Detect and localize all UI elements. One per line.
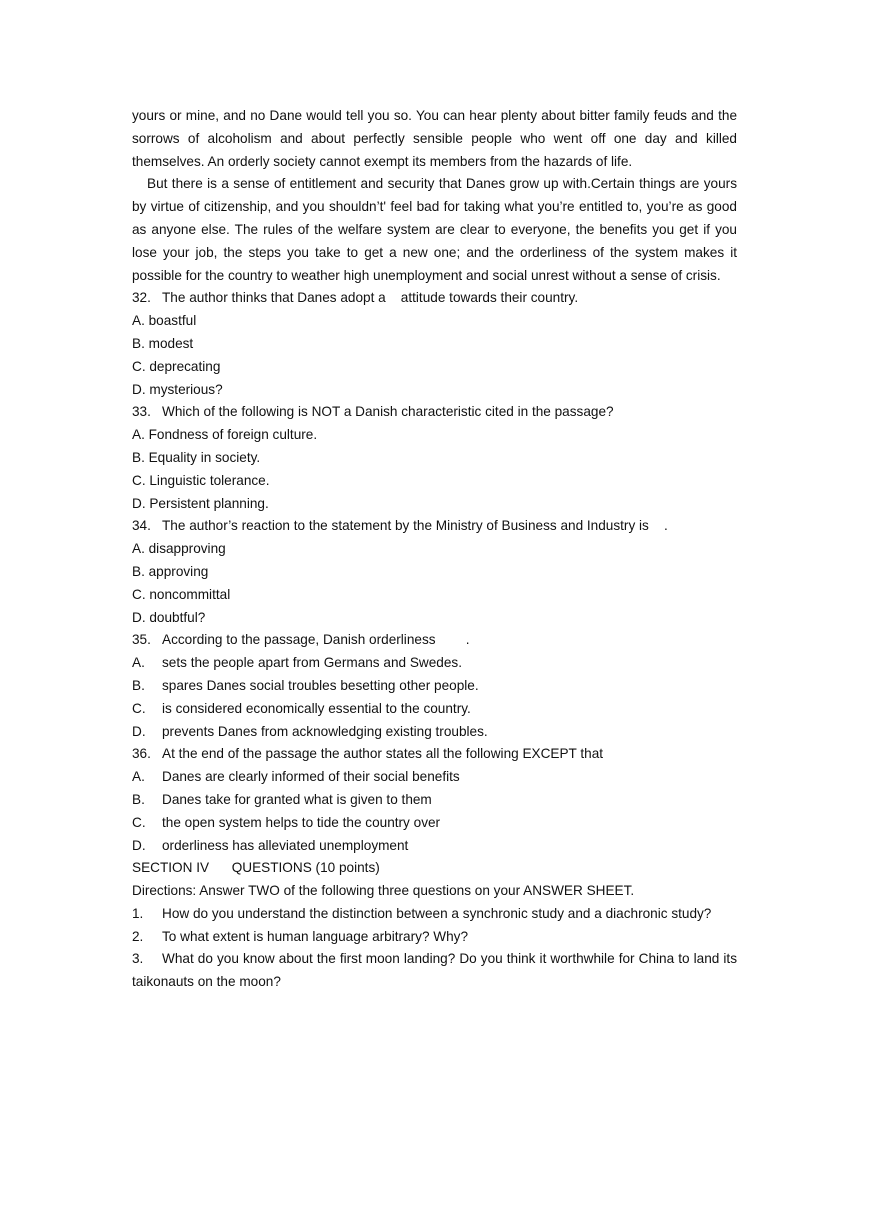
option-text: the open system helps to tide the country over [162,814,441,830]
question-number: 34. [132,518,151,534]
essay-question-1 [132,903,737,926]
question-34 [132,515,737,538]
q34-option-a: A. disapproving [132,541,226,557]
question-36 [132,743,737,766]
q35-option-a [132,652,737,675]
option-text: sets the people apart from Germans and Swedes. [162,655,462,671]
question-text: What do you know about the first moon landing? Do you think it worthwhile for China to land its taikonauts on the moon? [132,951,737,990]
option-label: C. [132,700,146,716]
q34-option-d: D. doubtful? [132,609,206,625]
q36-option-a [132,766,737,789]
q33-option-d: D. Persistent planning. [132,495,269,511]
option-text: is considered economically essential to the country. [162,700,471,716]
option-text: Danes take for granted what is given to them [162,791,432,807]
option-label: B. [132,791,145,807]
passage-paragraph-2: But there is a sense of entitlement and security that Danes grow up with.Certain things are yours by virtue of citizenship, and you shouldn’t' feel bad for taking what you’re entitled to, you’re as good as anyone else. The rules of the welfare system are clear to everyone, the benefits you get if you lose your job, the steps you take to get a new one; and the orderliness of the system makes it possible for the country to weather high unemployment and social unrest without a sense of crisis. [132,176,737,283]
option-label: D. [132,723,146,739]
section-directions: Directions: Answer TWO of the following three questions on your ANSWER SHEET. [132,883,635,899]
option-text: orderliness has alleviated unemployment [162,837,409,853]
question-35 [132,629,737,652]
q33-option-b: B. Equality in society. [132,449,261,465]
question-text: To what extent is human language arbitrary? Why? [162,928,469,944]
q35-option-d [132,721,737,744]
question-32 [132,287,737,310]
question-number: 2. [132,928,144,944]
option-label: A. [132,769,145,785]
section-heading: SECTION IV QUESTIONS (10 points) [132,860,380,876]
q34-option-b: B. approving [132,563,209,579]
q35-option-b [132,675,737,698]
question-text: How do you understand the distinction between a synchronic study and a diachronic study? [162,905,712,921]
q32-option-b: B. modest [132,335,194,351]
question-number: 33. [132,404,151,420]
question-text: At the end of the passage the author states all the following EXCEPT that [162,746,604,762]
question-number: 1. [132,905,144,921]
option-text: spares Danes social troubles besetting other people. [162,677,479,693]
option-text: prevents Danes from acknowledging existing troubles. [162,723,488,739]
q33-option-c: C. Linguistic tolerance. [132,472,270,488]
question-text: According to the passage, Danish orderliness . [162,632,470,648]
document-page [132,105,737,994]
q36-option-d [132,835,737,858]
q33-option-a: A. Fondness of foreign culture. [132,427,318,443]
question-text: The author’s reaction to the statement by the Ministry of Business and Industry is . [162,518,668,534]
q36-option-b [132,789,737,812]
option-label: D. [132,837,146,853]
q35-option-c [132,698,737,721]
question-number: 36. [132,746,151,762]
q36-option-c [132,812,737,835]
option-label: A. [132,655,145,671]
option-label: C. [132,814,146,830]
question-text: The author thinks that Danes adopt a attitude towards their country. [162,290,579,306]
question-text: Which of the following is NOT a Danish characteristic cited in the passage? [162,404,614,420]
q32-option-a: A. boastful [132,313,197,329]
q32-option-d: D. mysterious? [132,381,223,397]
option-label: B. [132,677,145,693]
option-text: Danes are clearly informed of their social benefits [162,769,460,785]
q32-option-c: C. deprecating [132,358,221,374]
question-33 [132,401,737,424]
question-number: 35. [132,632,151,648]
essay-question-3 [132,948,737,994]
q34-option-c: C. noncommittal [132,586,231,602]
passage-paragraph-1: yours or mine, and no Dane would tell you so. You can hear plenty about bitter family feuds and the sorrows of alcoholism and about perfectly sensible people who went off one day and killed themselves. An orderly society cannot exempt its members from the hazards of life. [132,108,737,169]
essay-question-2 [132,926,737,949]
question-number: 3. [132,951,144,967]
question-number: 32. [132,290,151,306]
